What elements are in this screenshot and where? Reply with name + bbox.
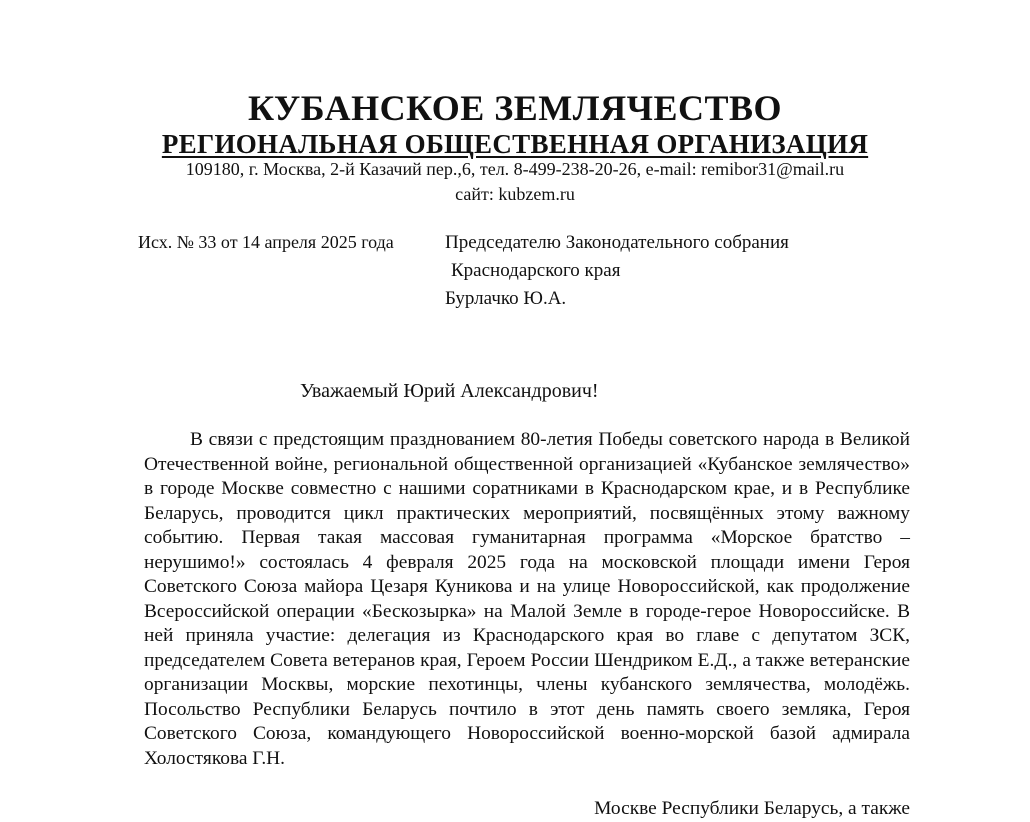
recipient-line-1: Председателю Законодательного собрания [445,232,789,253]
organization-subtitle: РЕГИОНАЛЬНАЯ ОБЩЕСТВЕННАЯ ОРГАНИЗАЦИЯ [161,129,869,159]
organization-site: сайт: kubzem.ru [455,184,575,204]
organization-title: КУБАНСКОЕ ЗЕМЛЯЧЕСТВО [247,88,783,128]
body-paragraph-1: В связи с предстоящим празднованием 80-летия Победы советского народа в Великой Отечественной войне, региональной общественной организацией «Кубанское землячество» в городе Москве совместно с нашими соратниками в Краснодарском крае, и в Республике Беларусь, проводится цикл практических мероприятий, посвящённых этому важному событию. Первая такая массовая гуманитарная программа «Морское братство – нерушимо!» состоялась 4 февраля 2025 года на московской площади имени Героя Советского Союза майора Цезаря Куникова и на улице Новороссийской, как продолжение Всероссийской операции «Бескозырка» на Малой Земле в городе-герое Новороссийске. В ней приняла участие: делегация из Краснодарского края во главе с депутатом ЗСК, председателем Совета ветеранов края, Героем России Шендриком Е.Д., а также ветеранские организации Москвы, морские пехотинцы, члены кубанского землячества, молодёжь. Посольство Республики Беларусь почтило в этот день память своего земляка, Героя Советского Союза, командующего Новороссийской военно-морской базой адмирала Холостякова Г.Н. [144,429,910,769]
body-paragraph-2-partial: Москве Республики Беларусь, а также [594,798,910,819]
organization-address: 109180, г. Москва, 2-й Казачий пер.,6, тел. 8-499-238-20-26, e-mail: remibor31@mail.ru [185,159,845,179]
recipient-line-3: Бурлачко Ю.А. [445,288,567,309]
recipient-block [445,229,789,313]
outgoing-number: Исх. № 33 от 14 апреля 2025 года [138,232,394,252]
recipient-line-2: Краснодарского края [451,260,621,281]
salutation: Уважаемый Юрий Александрович! [300,380,599,402]
